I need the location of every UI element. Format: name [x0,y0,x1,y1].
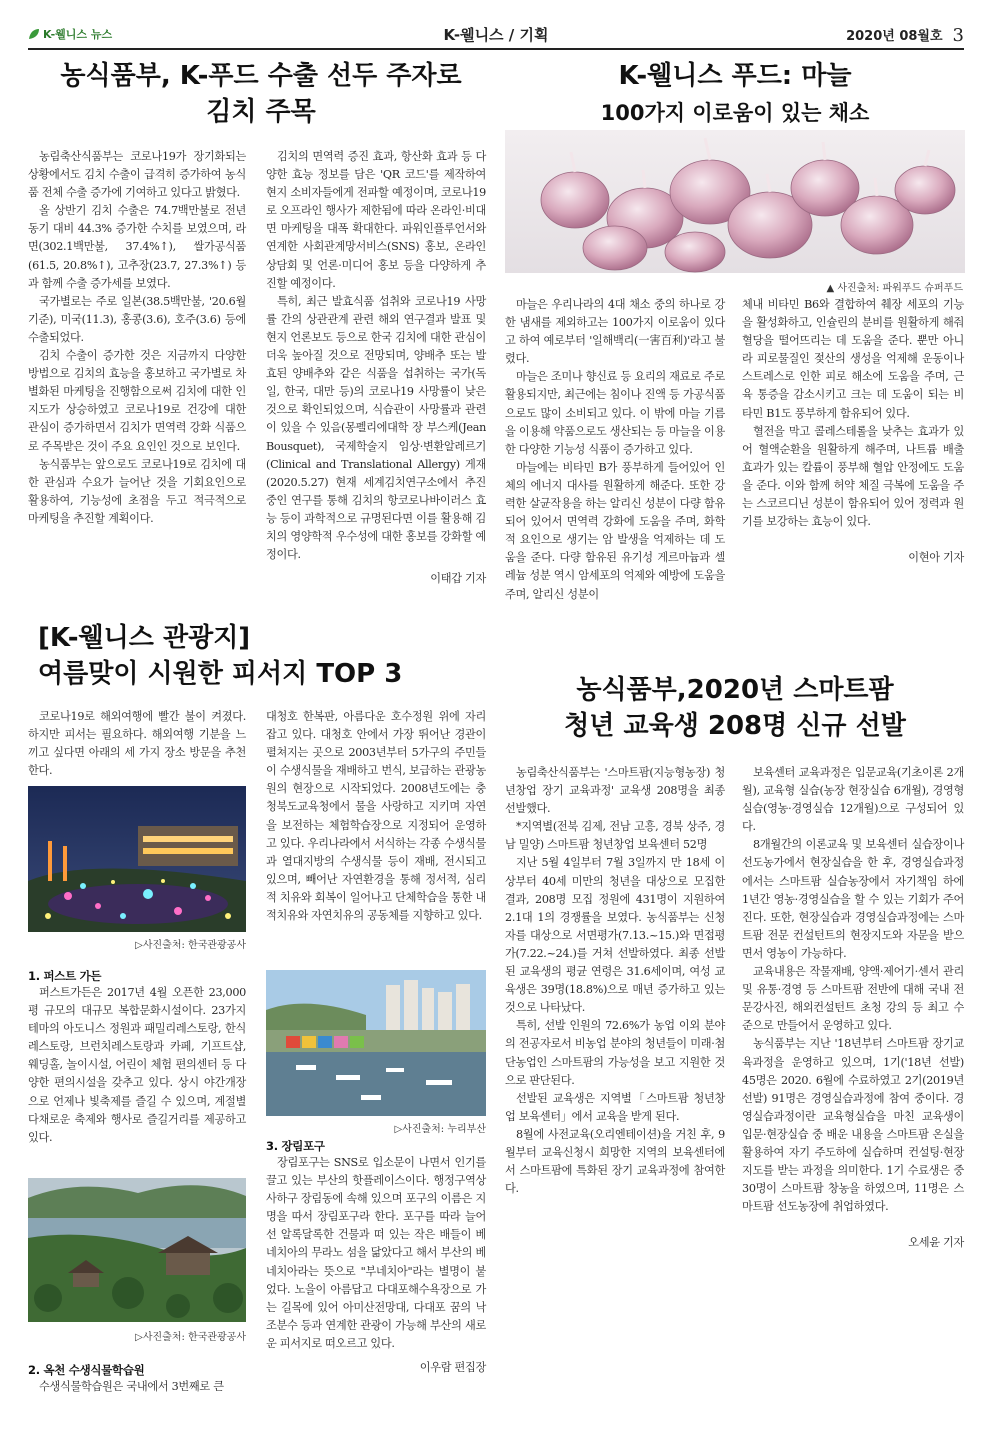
article3-okcheon [28,1350,246,1396]
article2-title-line1: K-웰니스 푸드: 마늘 [618,61,852,91]
page-header [28,24,964,50]
okcheon-heading: 2. 옥천 수생식물학습원 [28,1363,145,1377]
article4-column-2 [742,764,964,1252]
article3-title [28,620,498,692]
article4-column-1 [505,764,725,1198]
article1-title-line1: 농식품부, K-푸드 수출 선두 주자로 [60,61,462,91]
brand-name: K-웰니스 뉴스 [43,28,113,41]
article1-byline: 이태갑 기자 [430,572,486,586]
article2-title [505,58,965,94]
article1-paragraph: 올 상반기 김치 수출은 74.7백만불로 전년동기 대비 44.3% 증가한 수치를 보였으며, 라면(302.1백만불, 37.4%↑), 쌀가공식품(61.5, 20.8%↑), 고추장(23.7, 27.3%↑) 등과 함께 수출 증가세를 보였다. [28,204,246,290]
article1-column-1 [28,148,246,528]
article2-column-2 [742,296,964,567]
article4-title-line2: 청년 교육생 208명 신규 선발 [564,711,906,741]
article1-paragraph: 국가별로는 주로 일본(38.5백만불, '20.6월 기준), 미국(11.3), 홍콩(3.6), 호주(3.6) 등에 수출되었다. [28,294,246,344]
article3-title-line1: [K-웰니스 관광지] [38,623,251,653]
article4-paragraph: *지역별(전북 김제, 전남 고흥, 경북 상주, 경남 밀양) 스마트팜 청년창업 보육센터 52명 [505,820,725,852]
first-garden-photo [28,786,246,932]
section-title: K-웰니스 / 기획 [443,26,549,44]
page-number: 3 [952,25,964,46]
article2-paragraph: 마늘에는 비타민 B가 풍부하게 들어있어 인체의 에너지 대사를 원활하게 해준다. 또한 강력한 살균작용을 하는 알리신 성분이 다량 함유되어 있어서 면역력 강화에 도움을 주며, 화학적 요인으로 생기는 암 발생을 억제하는 데 도움을 준다. 다량 함유된 유기성 게르마늄과 셀레늄 성분 역시 암세포의 억제와 예방에 도움을 주며, 알리신 성분이 [505,460,725,601]
article2-paragraph: 마늘은 우리나라의 4대 채소 중의 하나로 강한 냄새를 제외하고는 100가지 이로움이 있다고 하여 예로부터 '일해백리(一害百利)'라고 불렸다. [505,298,725,366]
article1-paragraph: 김치 수출이 증가한 것은 지금까지 다양한 방법으로 김치의 효능을 홍보하고 국가별로 차별화된 마케팅을 진행함으로써 김치에 대한 인지도가 상승하였고 코로나19로 건강에 대한 관심이 증가하면서 김치가 면역력 강화 식품으로 주목받은 것이 주요 요인인 것으로 보인다. [28,349,246,453]
article1-title-line2: 김치 주목 [206,97,316,127]
article2-paragraph: 체내 비타민 B6와 결합하여 췌장 세포의 기능을 활성화하고, 인슐린의 분비를 원활하게 해줘 혈당을 떨어뜨리는 데 도움을 준다. 뿐만 아니라 피로물질인 젖산의 생성을 억제해 운동이나 스트레스로 인한 피로 해소에 도움을 주며, 근육 통증을 감소시키고 크는 데 도움이 되는 비타민 B1도 풍부하게 함유되어 있다. [742,298,964,420]
garlic-photo [505,130,965,273]
article3-intro-text: 코로나19로 해외여행에 빨간 불이 켜졌다. 하지만 피서는 필요하다. 해외여행 기분을 느끼고 싶다면 아래의 세 가지 장소 방문을 추천한다. [28,710,246,778]
okcheon-text-continued: 대청호 한복판, 아름다운 호수정원 위에 자리 잡고 있다. 대청호 안에서 가장 뛰어난 경관이 펼쳐지는 곳으로 2003년부터 5가구의 주민들이 수생식물을 재배하고 번식, 보급하는 관광농원의 현장으로 시작되었다. 2008년도에는 충청북도교육청에서 물을 사랑하고 지키며 자연을 보전하는 체험학습장으로 지정되어 운영하고 있다. 우리나라에서 서식하는 각종 수생식물과 열대지방의 수생식물 등이 재배, 전시되고 있으며, 빼어난 자연환경을 통해 정서적, 심리적 치유와 회복이 일어나고 단체학습을 통한 내적치유와 자연치유의 공동체를 지향하고 있다. [266,710,486,923]
article2-byline: 이현아 기자 [908,551,964,565]
jangnim-photo-caption: ▷사진출처: 누리부산 [394,1124,486,1135]
article4-paragraph: 특히, 선발 인원의 72.6%가 농업 이외 분야의 전공자로서 비농업 분야의 청년들이 미래·첨단농업인 스마트팜의 가능성을 보고 지원한 것으로 판단된다. [505,1019,725,1087]
article4-paragraph: 농림축산식품부는 '스마트팜(지능형농장) 청년창업 장기 교육과정' 교육생 208명을 최종 선발했다. [505,766,725,816]
article2-column-1 [505,296,725,604]
issue-info [846,24,964,45]
article4-title-line1: 농식품부,2020년 스마트팜 [576,675,894,705]
article2-subtitle: 100가지 이로움이 있는 채소 [600,101,870,125]
article3-title-line2: 여름맞이 시원한 피서지 TOP 3 [38,659,403,689]
article4-paragraph: 8월에 사전교육(오리엔테이션)을 거친 후, 9월부터 교육신청시 희망한 지역의 보육센터에서 스마트팜에 특화된 장기 교육과정에 참여한다. [505,1127,725,1196]
article1-column-2 [266,148,486,588]
article2-paragraph: 마늘은 조미나 향신료 등 요리의 재료로 주로 활용되지만, 최근에는 침이나 진액 등 가공식품으로도 많이 소비되고 있다. 이 밖에 마늘 기름을 이용해 약품으로도 생산되는 등 마늘을 이용한 다양한 기능성 식품이 증가하고 있다. [505,370,725,456]
jangnim-text: 장림포구는 SNS로 입소문이 나면서 인기를 끌고 있는 부산의 핫플레이스이다. 행정구역상 사하구 장림동에 속해 있으며 포구의 이름은 지명을 따서 장림포구라 한다. 포구를 따라 늘어선 알록달록한 건물과 떠 있는 작은 배들이 베네치아의 무라노 섬을 닮았다고 해서 부산의 베네치아라는 뜻으로 "부네치아"라는 별명이 붙었다. 노을이 아름답고 다대포해수욕장으로 가는 길목에 있어 아미산전망대, 다대포 꿈의 낙조분수 등과 연계한 관광이 가능해 부산의 새로운 피서지로 떠오르고 있다. [266,1156,486,1350]
first-garden-text: 퍼스트가든은 2017년 4월 오픈한 23,000평 규모의 대규모 복합문화시설이다. 23가지 테마의 아도니스 정원과 패밀리레스토랑, 한식레스토랑, 브런치레스토랑과 카페, 기프트샵, 웨딩홀, 놀이시설, 어린이 체험 편의센터 등 다양한 편의시설을 갖추고 있다. 상시 야간개장으로 언제나 빛축제를 즐길 수 있으며, 계절별 다채로운 축제와 행사로 즐길거리를 제공하고 있다. [28,986,246,1144]
article3-column-2 [266,708,486,925]
first-garden-heading: 1. 퍼스트 가든 [28,969,102,983]
article3-jangnim [266,1126,486,1377]
article4-paragraph: 교육내용은 작물재배, 양액·제어기·센서 관리 및 유통·경영 등 스마트팜 전반에 대해 국내 전문강사진, 해외컨설턴트 초청 강의 등 최고 수준으로 만들어서 운영하고 있다. [742,965,964,1033]
article1-paragraph: 농식품부는 앞으로도 코로나19로 김치에 대한 관심과 수요가 늘어난 것을 기회요인으로 활용하여, 기능성에 초점을 두고 적극적으로 마케팅을 추진할 계획이다. [28,457,246,525]
garlic-photo-caption: ▲ 사진출처: 파워푸드 슈퍼푸드 [826,283,963,294]
article1-paragraph: 특히, 최근 발효식품 섭취와 코로나19 사망률 간의 상관관계 관련 해외 연구결과 발표 및 현지 언론보도 등으로 한국 김치에 대한 관심이 더욱 높아질 것으로 전망되며, 양배추 또는 발효된 양배추와 같은 식품을 섭취하는 국가(독일, 한국, 대만 등)의 코로나19 사망률이 낮은 것으로 확인되었으며, 식습관이 사망률과 관련이 있을 수 있음(몽펠리에대학 장 부스케(Jean Bousquet), 국제학술지 임상·변환알레르기(Clinical and Translational Allergy) 게재(2020.5.27) 현재 세계김치연구소에서 추진 중인 연구를 통해 김치의 항코로나바이러스 효능 등이 과학적으로 규명된다면 이를 활용해 김치의 영양학적 우수성에 대한 홍보를 강화할 예정이다. [266,294,486,562]
article4-paragraph: 선발된 교육생은 지역별「스마트팜 청년창업 보육센터」에서 교육을 받게 된다. [505,1091,725,1123]
article1-paragraph: 농림축산식품부는 코로나19가 장기화되는 상황에서도 김치 수출이 급격히 증가하여 농식품 전체 수출 증가에 기여하고 있다고 밝혔다. [28,150,246,200]
article3-byline: 이우람 편집장 [419,1361,486,1375]
article4-byline: 오세윤 기자 [908,1236,964,1250]
article4-paragraph: 보육센터 교육과정은 입문교육(기초이론 2개월), 교육형 실습(농장 현장실습 6개월), 경영형 실습(영농·경영실습 12개월)으로 구성되어 있다. [742,766,964,834]
article3-first-garden [28,956,246,1147]
article2-paragraph: 혈전을 막고 콜레스테롤을 낮추는 효과가 있어 혈액순환을 원활하게 해주며, 나트륨 배출 효과가 있는 칼륨이 풍부해 혈압 안정에도 도움을 준다. 이와 함께 허약 체질 극복에 도움을 주는 스코르디닌 성분이 함유되어 있어 정력과 원기를 보강하는 효능이 있다. [742,424,964,529]
article3-intro [28,708,246,780]
article4-paragraph: 지난 5월 4일부터 7월 3일까지 만 18세 이상부터 40세 미만의 청년을 대상으로 모집한 결과, 208명 모집 정원에 431명이 지원하여 2.1대 1의 경쟁률을 보였다. 농식품부는 신청자를 대상으로 서면평가(7.13.~15.)와 면접평가(7.22.~24.)를 거쳐 선발하였다. 최종 선발된 교육생의 평균 연령은 31.6세이며, 여성 교육생은 39명(18.8%)으로 매년 증가하고 있는 것으로 나타났다. [505,856,725,1015]
jangnim-port-photo [266,970,486,1116]
jangnim-heading: 3. 장림포구 [266,1139,325,1153]
article1-paragraph: 김치의 면역력 증진 효과, 항산화 효과 등 다양한 효능 정보를 담은 'QR 코드'를 제작하여 현지 소비자들에게 전파할 예정이며, 코로나19로 오프라인 행사가 제한됨에 따라 온라인·비대면 마케팅을 대폭 확대한다. 파워인플루언서와 연계한 사회관계망서비스(SNS) 홍보, 온라인 상담회 및 언론·미디어 홍보 등을 다양하게 추진할 예정이다. [266,150,486,290]
first-garden-photo-caption: ▷사진출처: 한국관광공사 [135,940,246,951]
article4-title [505,672,965,744]
issue-date: 2020년 08월호 [846,29,943,44]
okcheon-photo [28,1178,246,1322]
article1-title [28,58,494,130]
okcheon-text: 수생식물학습원은 국내에서 3번째로 큰 [39,1380,224,1393]
okcheon-photo-caption: ▷사진출처: 한국관광공사 [135,1332,246,1343]
article4-paragraph: 8개월간의 이론교육 및 보육센터 실습장이나 선도농가에서 현장실습을 한 후, 경영실습과정에서는 스마트팜 실습농장에서 자기책임 하에 1년간 영농·경영실습을 할 수 있는 기회가 주어진다. 또한, 현장실습과 경영실습과정에는 스마트팜 전문 컨설턴트의 현장지도와 자문을 받으면서 영농이 가능하다. [742,838,964,960]
article4-paragraph: 농식품부는 지난 '18년부터 스마트팜 장기교육과정을 운영하고 있으며, 1기('18년 선발) 45명은 2020. 6월에 수료하였고 2기(2019년 선발) 91명은 경영실습과정에 참여 중이다. 경영실습과정이란 교육형실습을 마친 교육생이 입문·현장실습 중 배운 내용을 스마트팜 온실을 활용하여 자기 주도하에 실습하며 컨설팅·현장지도를 받는 과정을 의미한다. 1기 수료생은 중 30명이 스마트팜 창농을 하였으며, 11명은 스마트팜 선도농장에 취업하였다. [742,1037,964,1214]
